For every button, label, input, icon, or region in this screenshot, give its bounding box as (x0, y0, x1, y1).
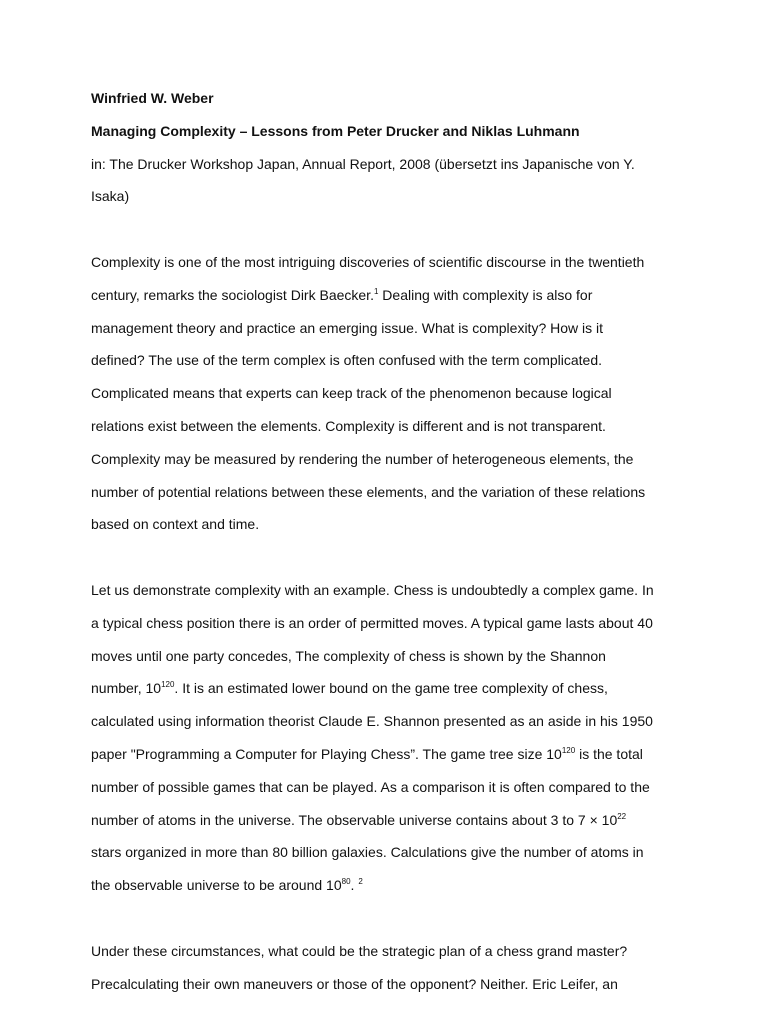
text-span: number, 10 (91, 680, 162, 697)
text-line (91, 804, 691, 837)
text-line: calculated using information theorist Claude E. Shannon presented as an aside in his 1950 (91, 713, 653, 730)
text-line: Complicated means that experts can keep track of the phenomenon because logical (91, 385, 612, 402)
text-line: number of potential relations between these elements, and the variation of these relations (91, 483, 646, 500)
text-line (91, 869, 691, 902)
footnote-ref: 2 (358, 877, 363, 887)
text-span: paper "Programming a Computer for Playing Chess”. The game tree size 10 (91, 745, 562, 762)
paragraph-2 (91, 574, 691, 902)
text-line: Let us demonstrate complexity with an example. Chess is undoubtedly a complex game. In (91, 581, 654, 598)
text-line: based on context and time. (91, 516, 260, 533)
paragraph-gap (91, 902, 691, 935)
text-span: Dealing with complexity is also for (378, 286, 593, 303)
text-line: a typical chess position there is an order of permitted moves. A typical game lasts about 40 (91, 614, 653, 631)
text-line: number of possible games that can be played. As a comparison it is often compared to the (91, 778, 650, 795)
text-line: Complexity is one of the most intriguing discoveries of scientific discourse in the twentieth (91, 253, 645, 270)
text-span: century, remarks the sociologist Dirk Baecker. (91, 286, 374, 303)
text-span: . (350, 877, 359, 894)
text-line: management theory and practice an emerging issue. What is complexity? How is it (91, 319, 604, 336)
text-line (91, 738, 691, 771)
text-span: . It is an estimated lower bound on the game tree complexity of chess, (174, 680, 608, 697)
text-line: moves until one party concedes, The complexity of chess is shown by the Shannon (91, 647, 606, 664)
text-line: Complexity may be measured by rendering the number of heterogeneous elements, the (91, 450, 634, 467)
text-line: stars organized in more than 80 billion galaxies. Calculations give the number of atoms in (91, 844, 644, 861)
exponent: 80 (341, 877, 351, 887)
exponent: 120 (561, 745, 576, 755)
paragraph-1 (91, 246, 691, 541)
text-line: defined? The use of the term complex is often confused with the term complicated. (91, 352, 603, 369)
document-page (91, 82, 691, 1000)
text-line: Under these circumstances, what could be the strategic plan of a chess grand master? (91, 942, 628, 959)
exponent: 22 (617, 811, 627, 821)
text-span: number of atoms in the universe. The observable universe contains about 3 to 7 × 10 (91, 811, 618, 828)
author-name: Winfried W. Weber (91, 90, 214, 106)
document-title: Managing Complexity – Lessons from Peter Drucker and Niklas Luhmann (91, 122, 580, 139)
paragraph-gap (91, 213, 691, 246)
citation-line: in: The Drucker Workshop Japan, Annual Report, 2008 (übersetzt ins Japanische von Y. (91, 155, 635, 172)
text-line (91, 279, 691, 312)
text-line: relations exist between the elements. Complexity is different and is not transparent. (91, 417, 606, 434)
paragraph-gap (91, 541, 691, 574)
exponent: 120 (161, 680, 175, 690)
text-line: Precalculating their own maneuvers or those of the opponent? Neither. Eric Leifer, an (91, 975, 618, 992)
text-span: the observable universe to be around 10 (91, 877, 342, 894)
text-line (91, 672, 691, 705)
paragraph-3 (91, 935, 691, 1001)
footnote-ref: 1 (373, 286, 379, 296)
citation-line: Isaka) (91, 188, 130, 205)
text-span: is the total (575, 745, 643, 762)
